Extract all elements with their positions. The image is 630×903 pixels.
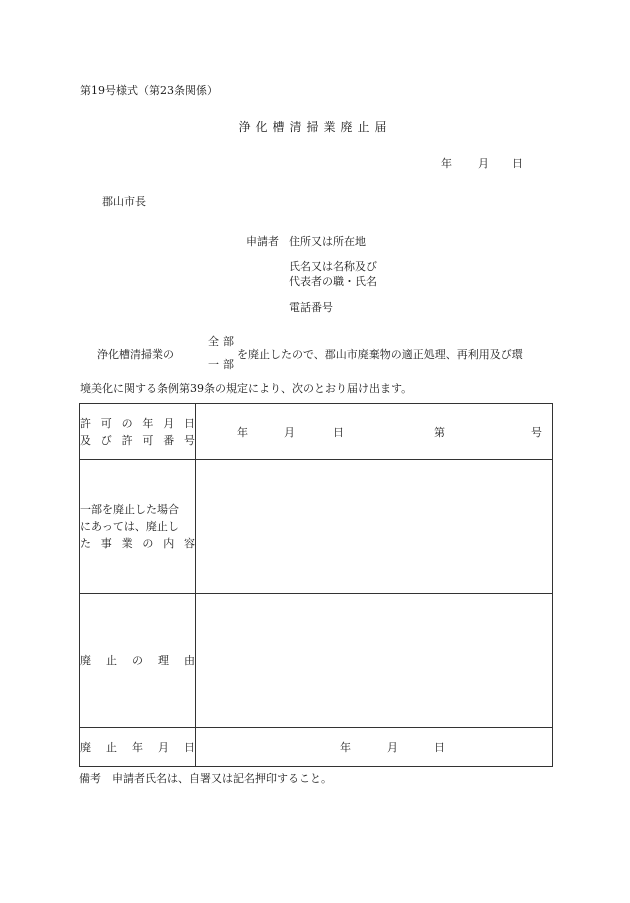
permit-number-prefix: 第 (434, 425, 445, 439)
name-label-line2: 代表者の職・氏名 (289, 275, 377, 288)
applicant-label: 申請者 (246, 235, 279, 248)
table-row-permit (80, 404, 553, 460)
name-label-line1: 氏名又は名称及び (289, 260, 377, 273)
permit-year: 年 (237, 425, 248, 439)
form-code: 第19号様式（第23条関係） (80, 84, 218, 97)
document-title: 浄化槽清掃業廃止届 (238, 120, 392, 134)
permit-label-line2: 及 び 許 可 番 号 (80, 433, 195, 447)
body-line2: 境美化に関する条例第39条の規定により、次のとおり届け出ます。 (80, 382, 413, 395)
notification-table (79, 403, 553, 767)
discontinuation-day: 日 (434, 741, 445, 754)
permit-label-cell (80, 404, 196, 460)
content-value-cell[interactable] (196, 460, 553, 594)
address-label: 住所又は所在地 (289, 235, 366, 248)
recipient: 郡山市長 (102, 195, 146, 208)
choice-part: 一部 (208, 358, 238, 371)
submission-date-month: 月 (478, 157, 489, 170)
remarks: 備考 申請者氏名は、自署又は記名押印すること。 (79, 772, 332, 785)
content-label-cell (80, 460, 196, 594)
discontinuation-year: 年 (340, 741, 351, 754)
date-label-cell (80, 728, 196, 767)
submission-date-day: 日 (512, 157, 523, 170)
permit-number-suffix: 号 (531, 425, 542, 439)
table-row-discontinued-content (80, 460, 553, 594)
permit-value-cell[interactable] (196, 404, 553, 460)
date-value-cell[interactable] (196, 728, 553, 767)
table-row-discontinuation-date (80, 728, 553, 767)
reason-value-cell[interactable] (196, 594, 553, 728)
choice-all: 全部 (208, 335, 238, 348)
content-label-line1: 一部を廃止した場合 (80, 503, 179, 516)
submission-date-year: 年 (441, 157, 452, 170)
date-label: 廃 止 年 月 日 (80, 740, 195, 754)
permit-month: 月 (284, 425, 295, 439)
permit-day: 日 (333, 425, 344, 439)
content-label-line2: にあっては、廃止し (80, 520, 179, 533)
permit-label-line1: 許 可 の 年 月 日 (80, 416, 195, 430)
content-label-line3: た 事 業 の 内 容 (80, 537, 195, 550)
body-prefix: 浄化槽清掃業の (97, 348, 174, 361)
body-suffix: を廃止したので、郡山市廃棄物の適正処理、再利用及び環 (237, 348, 523, 361)
discontinuation-month: 月 (387, 741, 398, 754)
table-row-reason (80, 594, 553, 728)
reason-label: 廃 止 の 理 由 (80, 654, 195, 667)
phone-label: 電話番号 (289, 301, 333, 314)
reason-label-cell (80, 594, 196, 728)
